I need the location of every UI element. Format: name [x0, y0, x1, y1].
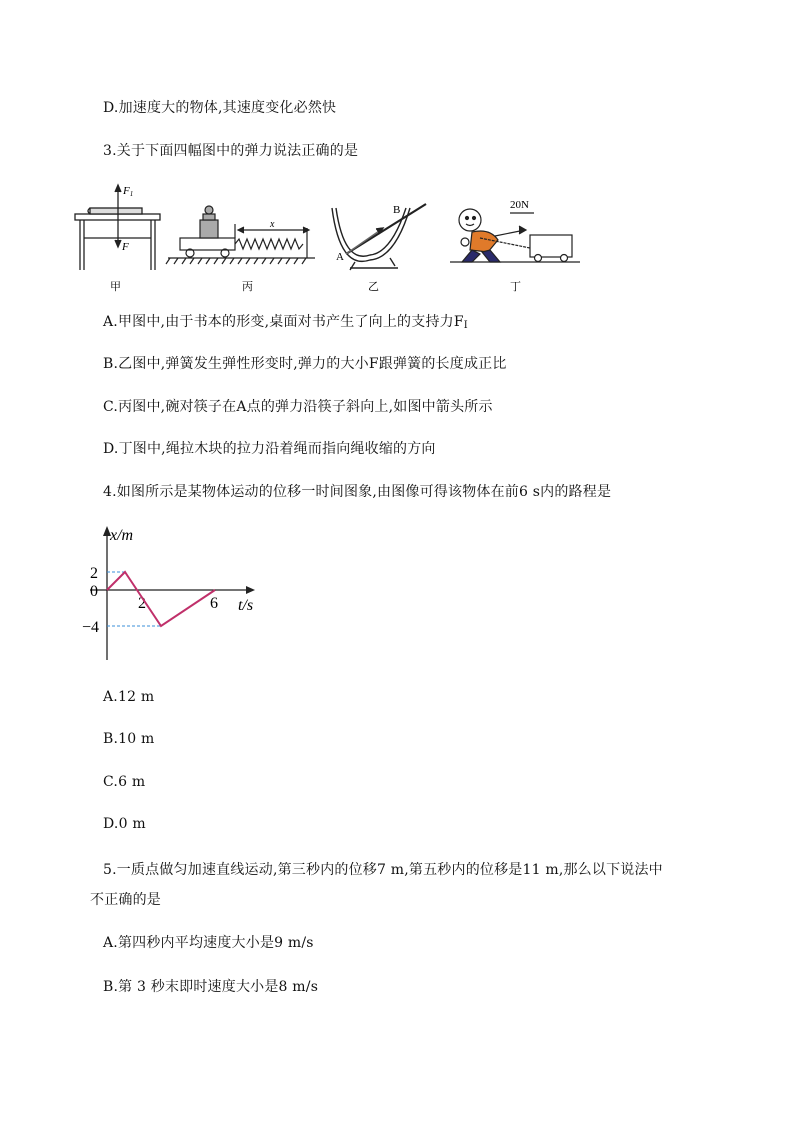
q3-option-a: A.甲图中,由于书本的形变,桌面对书产生了向上的支持力$F_I$: [103, 314, 468, 331]
x-axis-arrow: [246, 586, 255, 594]
q5-option-a: A.第四秒内平均速度大小是9 m/s: [103, 935, 314, 951]
q3-option-d: D.丁图中,绳拉木块的拉力沿着绳而指向绳收缩的方向: [103, 441, 436, 457]
x-axis-label: t/s: [238, 597, 254, 614]
figure-ding-pulling: [450, 209, 580, 262]
figure-yi-bowl: [332, 204, 426, 270]
q4-option-a: A.12 m: [103, 689, 155, 705]
figure-bing-cart-spring: [166, 206, 315, 264]
q2-option-d: D.加速度大的物体,其速度变化必然快: [103, 100, 337, 116]
figure-yi-b-label: B: [393, 204, 401, 216]
figure-jia-f-label: F: [122, 241, 129, 253]
caption-yi: 乙: [368, 281, 379, 293]
caption-bing: 丙: [242, 281, 253, 293]
figure-ding-force-label: 20N: [510, 199, 529, 211]
q4-stem: 4.如图所示是某物体运动的位移一时间图象,由图像可得该物体在前6 s内的路程是: [103, 484, 612, 500]
chart-guides: [107, 572, 161, 626]
q3-stem: 3.关于下面四幅图中的弹力说法正确的是: [103, 143, 359, 159]
caption-ding: 丁: [510, 281, 521, 293]
q4-option-c: C.6 m: [103, 774, 146, 790]
q4-chart: [80, 520, 270, 670]
x-tick-label-0: 2: [138, 595, 146, 612]
x-tick-label-1: 6: [210, 595, 218, 612]
q5-option-b: B.第 3 秒末即时速度大小是8 m/s: [103, 979, 319, 995]
q4-option-b: B.10 m: [103, 731, 155, 747]
q3-option-b: B.乙图中,弹簧发生弹性形变时,弹力的大小F跟弹簧的长度成正比: [103, 356, 507, 372]
q5-stem-line1: 5.一质点做匀加速直线运动,第三秒内的位移7 m,第五秒内的位移是11 m,那么以下说法中: [103, 862, 663, 878]
q3-figure-svg: [70, 180, 590, 295]
q4-option-d: D.0 m: [103, 816, 146, 832]
y-axis-label: x/m: [110, 527, 134, 544]
figure-jia-table: [75, 185, 160, 270]
figure-yi-a-label: A: [336, 251, 344, 263]
series-line: [107, 572, 215, 626]
figure-bing-x-label: x: [270, 219, 275, 230]
caption-jia: 甲: [110, 281, 121, 293]
figure-jia-f1-label: F1: [123, 185, 134, 198]
y-tick-label-0: 2: [90, 565, 98, 582]
origin-label: 0: [90, 583, 98, 600]
q4-chart-svg: [80, 520, 270, 670]
q3-figure: [70, 180, 590, 295]
y-tick-label-2: −4: [82, 619, 100, 636]
q3-option-c: C.丙图中,碗对筷子在A点的弹力沿筷子斜向上,如图中箭头所示: [103, 399, 493, 415]
q5-stem-line2: 不正确的是: [90, 892, 161, 908]
